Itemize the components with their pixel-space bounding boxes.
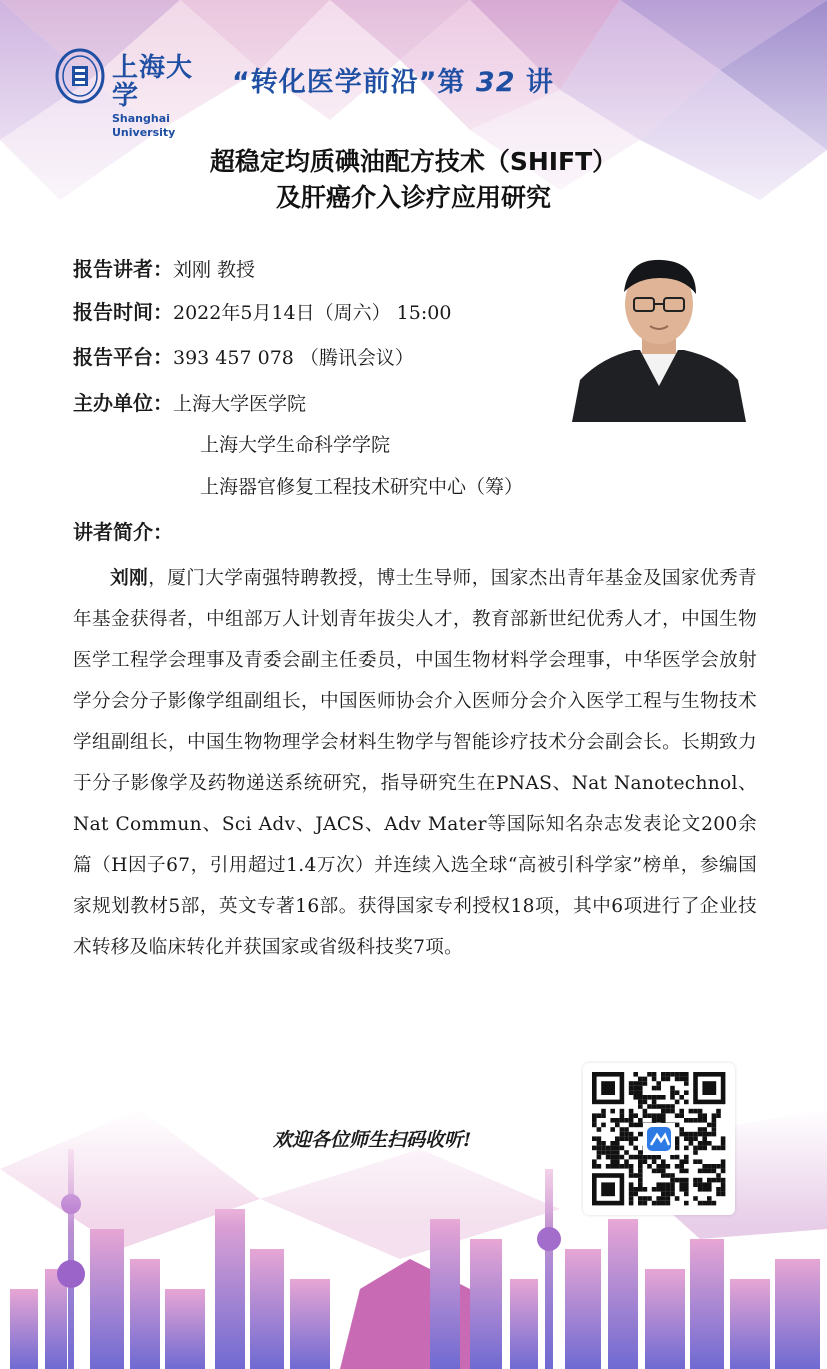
speaker-label: 报告讲者：	[73, 257, 173, 281]
organizer-label: 主办单位：	[73, 391, 173, 415]
bio-heading: 讲者简介：	[73, 520, 173, 544]
lecture-title-line2: 及肝癌介入诊疗应用研究	[275, 183, 551, 212]
organizer-3: 上海器官修复工程技术研究中心（筹）	[200, 476, 524, 498]
platform-value: 393 457 078 （腾讯会议）	[173, 347, 414, 369]
series-number: 32	[475, 67, 516, 98]
qr-code-card[interactable]	[583, 1063, 735, 1215]
speaker-photo	[572, 252, 746, 422]
time-label: 报告时间：	[73, 300, 173, 324]
organizer-row-2	[200, 432, 390, 458]
speaker-row	[73, 256, 255, 283]
logo-cn: 上海大学	[112, 53, 194, 111]
time-value: 2022年5月14日（周六） 15:00	[173, 302, 452, 324]
qr-code-icon[interactable]	[583, 1063, 735, 1215]
series-title	[232, 60, 554, 99]
organizer-row-3	[200, 474, 523, 500]
series-prefix: “转化医学前沿”第	[232, 67, 466, 98]
platform-label: 报告平台：	[73, 345, 173, 369]
speaker-value: 刘刚 教授	[173, 259, 256, 281]
bio-name: 刘刚	[110, 568, 149, 589]
shanghai-university-logo	[55, 48, 105, 104]
organizer-2: 上海大学生命科学学院	[200, 434, 391, 456]
series-suffix: 讲	[525, 67, 554, 98]
organizer-1: 上海大学医学院	[173, 393, 307, 415]
logo-wordmark	[112, 54, 212, 140]
bio-paragraph	[73, 558, 757, 968]
lecture-title	[0, 144, 827, 216]
welcome-text: 欢迎各位师生扫码收听!	[273, 1129, 472, 1151]
bio-text: ，厦门大学南强特聘教授，博士生导师，国家杰出青年基金及国家优秀青年基金获得者，中组部万人计划青年拔尖人才，教育部新世纪优秀人才，中国生物医学工程学会理事及青委会副主任委员，中国生物材料学会理事，中华医学会放射学分会分子影像学组副组长，中国医师协会介入医师分会介入医学工程与生物技术学组副组长，中国生物物理学会材料生物学与智能诊疗技术分会副会长。长期致力于分子影像学及药物递送系统研究，指导研究生在PNAS、Nat Nanotechnol、 Nat Commun、Sci Adv、JACS、Adv Mater等国际知名杂志发表论文200余篇（H因子67，引用超过1.4万次）并连续入选全球“高被引科学家”榜单，参编国家规划教材5部，英文专著16部。获得国家专利授权18项，其中6项进行了企业技术转移及临床转化并获国家或省级科技奖7项。	[73, 568, 757, 958]
time-row	[73, 299, 451, 326]
organizer-row	[73, 390, 306, 417]
logo-en: Shanghai University	[112, 112, 176, 139]
platform-row	[73, 344, 414, 371]
lecture-title-line1: 超稳定均质碘油配方技术（SHIFT）	[209, 147, 618, 176]
